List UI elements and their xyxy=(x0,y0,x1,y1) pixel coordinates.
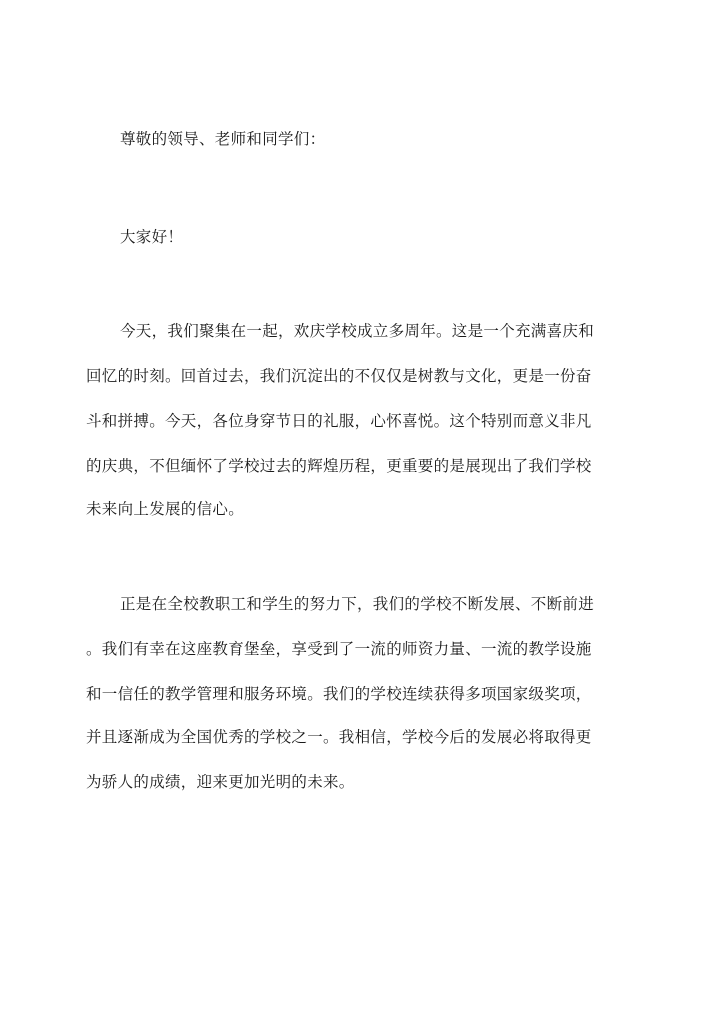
paragraph1-line-4: 的庆典，不但缅怀了学校过去的辉煌历程，更重要的是展现出了我们学校 xyxy=(86,457,592,475)
paragraph2-line-3: 和一信任的教学管理和服务环境。我们的学校连续获得多项国家级奖项， xyxy=(86,685,592,703)
paragraph2-line-4: 并且逐渐成为全国优秀的学校之一。我相信，学校今后的发展必将取得更 xyxy=(86,728,592,746)
salutation-line: 尊敬的领导、老师和同学们： xyxy=(120,130,326,148)
paragraph2-line-5: 为骄人的成绩，迎来更加光明的未来。 xyxy=(86,773,355,791)
paragraph1-line-2: 回忆的时刻。回首过去，我们沉淀出的不仅仅是树教与文化，更是一份奋 xyxy=(86,367,592,385)
greeting-line: 大家好！ xyxy=(120,228,184,246)
paragraph1-line-3: 斗和拼搏。今天，各位身穿节日的礼服，心怀喜悦。这个特别而意义非凡 xyxy=(86,412,592,430)
paragraph1-line-1: 今天，我们聚集在一起，欢庆学校成立多周年。这是一个充满喜庆和 xyxy=(120,322,595,340)
paragraph2-line-1: 正是在全校教职工和学生的努力下，我们的学校不断发展、不断前进 xyxy=(120,595,595,613)
paragraph2-line-2: 。我们有幸在这座教育堡垒，享受到了一流的师资力量、一流的教学设施 xyxy=(86,640,592,658)
paragraph1-line-5: 未来向上发展的信心。 xyxy=(86,500,245,518)
